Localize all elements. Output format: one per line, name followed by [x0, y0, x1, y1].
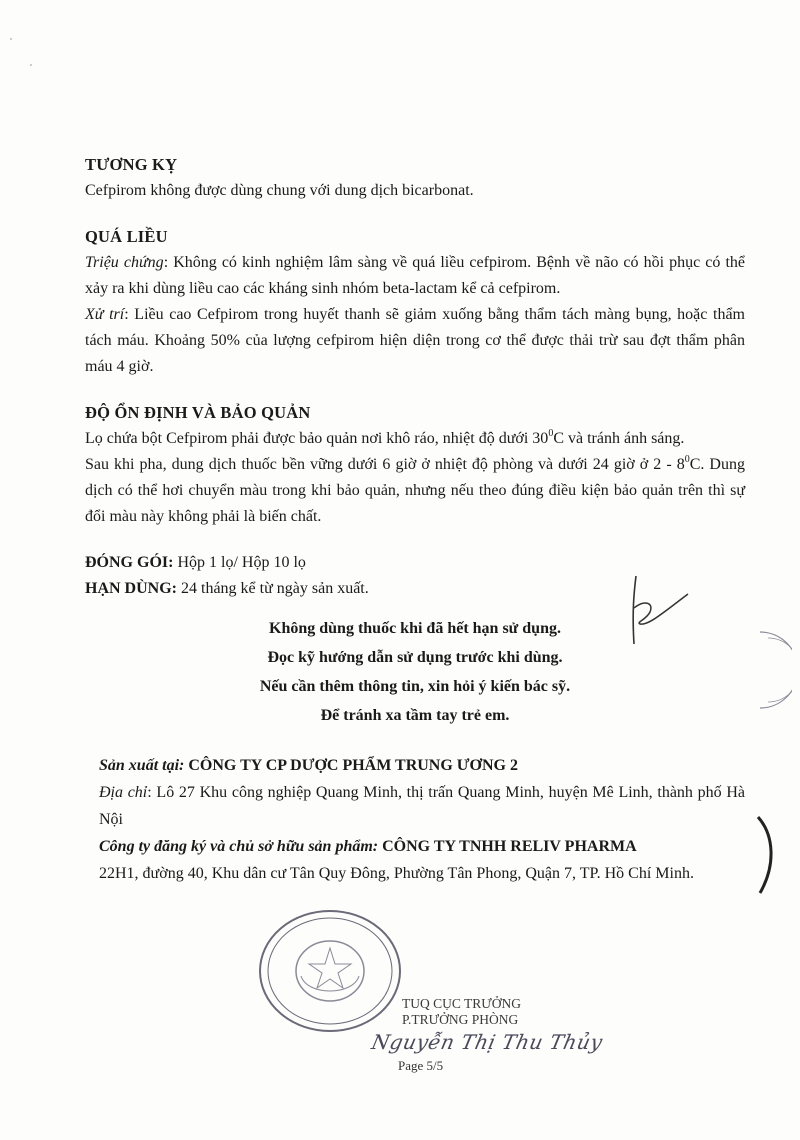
scan-speck	[30, 64, 32, 66]
warning-line: Không dùng thuốc khi đã hết hạn sử dụng.	[269, 620, 561, 637]
expiry-label: HẠN DÙNG:	[85, 580, 177, 597]
overdose-section	[85, 224, 745, 380]
manufacturer-line	[99, 752, 745, 779]
registrant-name: CÔNG TY TNHH RELIV PHARMA	[378, 838, 637, 855]
page-number: Page 5/5	[398, 1058, 444, 1073]
official-seal	[255, 906, 405, 1036]
packaging-label: ĐÓNG GÓI:	[85, 554, 174, 571]
incompatibility-heading: TƯƠNG KỴ	[85, 155, 178, 174]
approval-block	[402, 996, 622, 1028]
symptoms-text: : Không có kinh nghiệm lâm sàng về quá liều cefpirom. Bệnh về não có hồi phục có thể xảy ra khi dùng liều cao các kháng sinh nhóm beta-lactam kể cả cefpirom.	[85, 254, 745, 297]
registrant-label: Công ty đăng ký và chủ sở hữu sản phẩm:	[99, 838, 379, 855]
registrant-line	[99, 833, 745, 860]
treatment-label: Xử trí	[85, 306, 125, 323]
warning-line: Để tránh xa tầm tay trẻ em.	[320, 707, 510, 724]
scan-speck	[10, 38, 12, 40]
address-label: Địa chỉ	[99, 784, 148, 801]
symptoms-label: Triệu chứng	[85, 254, 164, 271]
manufacturer-address	[99, 779, 745, 833]
overdose-treatment	[85, 302, 745, 380]
storage-section	[85, 400, 745, 530]
storage-p1-text: Lọ chứa bột Cefpirom phải được bảo quản nơi khô ráo, nhiệt độ dưới 30	[85, 430, 549, 447]
address-text: : Lô 27 Khu công nghiệp Quang Minh, thị trấn Quang Minh, huyện Mê Linh, thành phố Hà Nội	[99, 784, 746, 828]
expiry-value: 24 tháng kể từ ngày sản xuất.	[177, 580, 369, 597]
treatment-text: : Liều cao Cefpirom trong huyết thanh sẽ giảm xuống bằng thẩm tách màng bụng, hoặc thẩm tách máu. Khoảng 50% của lượng cefpirom hiện diện trong cơ thể được thải trừ sau đợt thẩm phân máu 4 giờ.	[85, 306, 745, 375]
manufacturer-block	[85, 752, 745, 887]
storage-p1-tail: C và tránh ánh sáng.	[553, 430, 685, 447]
degree-sup: 0	[684, 453, 690, 465]
storage-p2-text: Sau khi pha, dung dịch thuốc bền vững dưới 6 giờ ở nhiệt độ phòng và dưới 24 giờ ở 2 - 8	[85, 456, 685, 473]
overdose-heading: QUÁ LIỀU	[85, 227, 168, 246]
warning-line: Nếu cần thêm thông tin, xin hỏi ý kiến bác sỹ.	[259, 678, 571, 695]
initial-signature-mark	[624, 572, 694, 652]
approval-line-2: P.TRƯỞNG PHÒNG	[402, 1012, 519, 1027]
storage-powder-text	[85, 426, 745, 452]
manufacturer-name: CÔNG TY CP DƯỢC PHẨM TRUNG ƯƠNG 2	[184, 757, 518, 774]
incompatibility-text: Cefpirom không được dùng chung với dung dịch bicarbonat.	[85, 182, 474, 199]
approval-signature: Nguyễn Thị Thu Thủy	[369, 1030, 605, 1054]
registrant-address: 22H1, đường 40, Khu dân cư Tân Quy Đông, Phường Tân Phong, Quận 7, TP. Hồ Chí Minh.	[99, 865, 694, 882]
warning-line: Đọc kỹ hướng dẫn sử dụng trước khi dùng.	[267, 649, 563, 666]
side-bracket-mark	[752, 815, 782, 895]
storage-p2-tail: C. Dung dịch có thể hơi chuyển màu trong khi bảo quản, nhưng nếu theo đúng điều kiện bảo quản trên thì sự đổi màu này không phải là biến chất.	[85, 456, 745, 525]
incompatibility-section	[85, 152, 745, 204]
storage-heading: ĐỘ ỔN ĐỊNH VÀ BẢO QUẢN	[85, 403, 311, 422]
side-seal-mark	[752, 630, 792, 710]
approval-line-1: TUQ CỤC TRƯỞNG	[402, 996, 521, 1011]
storage-solution-text	[85, 452, 745, 530]
overdose-symptoms	[85, 250, 745, 302]
manufacturer-label: Sản xuất tại:	[99, 757, 185, 774]
document-body	[85, 152, 745, 887]
packaging-value: Hộp 1 lọ/ Hộp 10 lọ	[173, 554, 306, 571]
degree-sup: 0	[548, 427, 554, 439]
